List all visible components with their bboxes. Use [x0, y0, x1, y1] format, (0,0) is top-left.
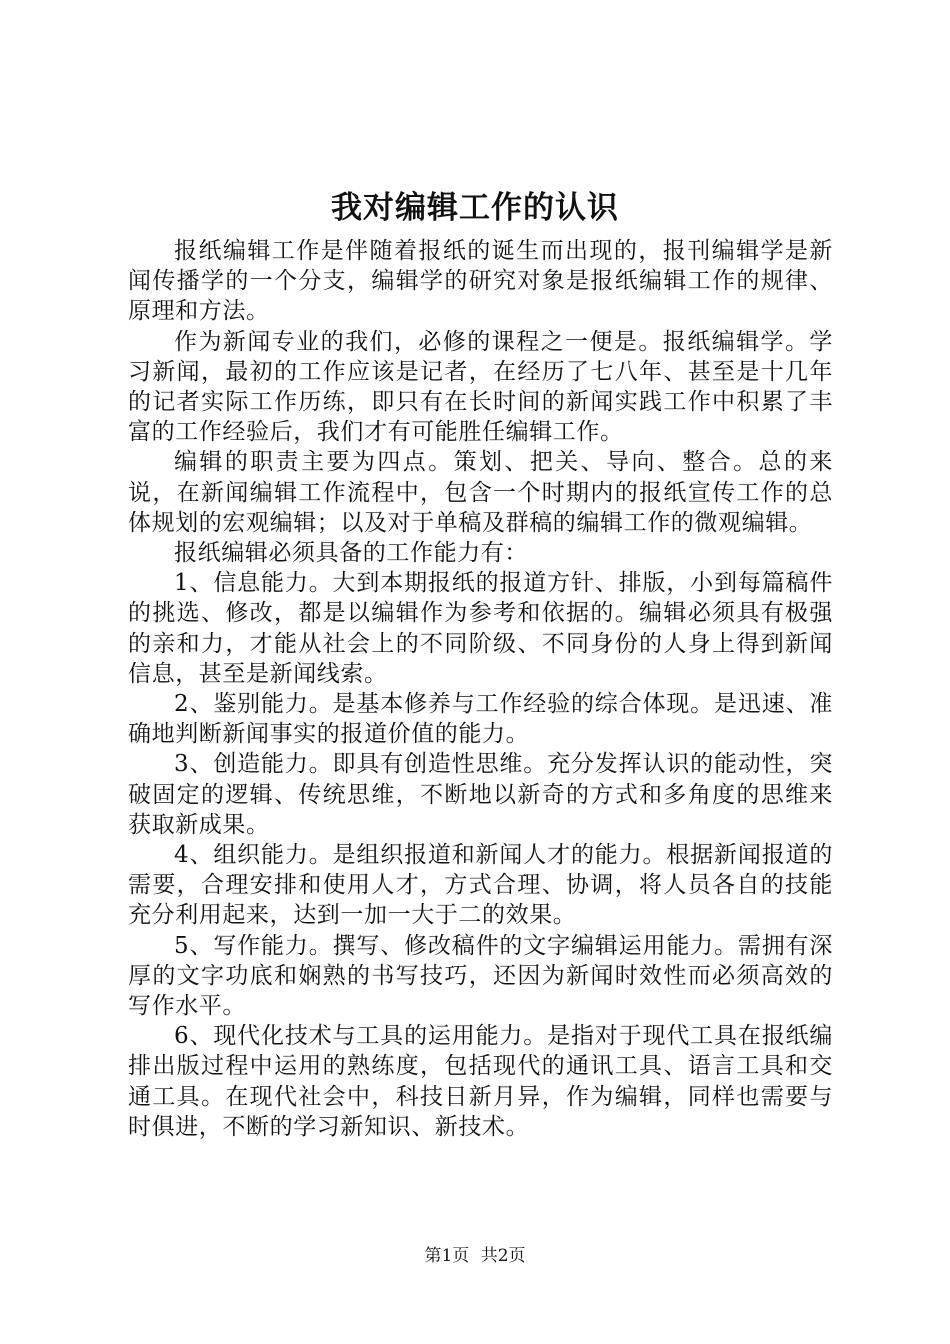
paragraph-intro: 报纸编辑工作是伴随着报纸的诞生而出现的，报刊编辑学是新闻传播学的一个分支，编辑学的研究对象是报纸编辑工作的规律、原理和方法。	[128, 238, 833, 325]
document-body	[128, 236, 833, 1142]
paragraph-ability-organization: 4、组织能力。是组织报道和新闻人才的能力。根据新闻报道的需要，合理安排和使用人才，方式合理、协调，将人员各自的技能充分利用起来，达到一加一大于二的效果。	[128, 842, 833, 929]
paragraph-ability-creativity: 3、创造能力。即具有创造性思维。充分发挥认识的能动性，突破固定的逻辑、传统思维，不断地以新奇的方式和多角度的思维来获取新成果。	[128, 751, 833, 838]
paragraph-abilities-heading: 报纸编辑必须具备的工作能力有：	[174, 540, 528, 567]
paragraph-ability-discernment: 2、鉴别能力。是基本修养与工作经验的综合体现。是迅速、准确地判断新闻事实的报道价值的能力。	[128, 691, 833, 748]
paragraph-ability-technology: 6、现代化技术与工具的运用能力。是指对于现代工具在报纸编排出版过程中运用的熟练度，包括现代的通讯工具、语言工具和交通工具。在现代社会中，科技日新月异，作为编辑，同样也需要与时俱进，不断的学习新知识、新技术。	[128, 1023, 833, 1140]
paragraph-course: 作为新闻专业的我们，必修的课程之一便是。报纸编辑学。学习新闻，最初的工作应该是记者，在经历了七八年、甚至是十几年的记者实际工作历练，即只有在长时间的新闻实践工作中积累了丰富的工作经验后，我们才有可能胜任编辑工作。	[128, 328, 833, 446]
paragraph-ability-information: 1、信息能力。大到本期报纸的报道方针、排版，小到每篇稿件的挑选、修改，都是以编辑作为参考和依据的。编辑必须具有极强的亲和力，才能从社会上的不同阶级、不同身份的人身上得到新闻信息，甚至是新闻线索。	[128, 570, 833, 687]
page-footer	[0, 1244, 950, 1268]
page-total: 共2页	[480, 1246, 526, 1266]
page-number: 第1页	[424, 1246, 470, 1266]
paragraph-duties: 编辑的职责主要为四点。策划、把关、导向、整合。总的来说，在新闻编辑工作流程中，包含一个时期内的报纸宣传工作的总体规划的宏观编辑；以及对于单稿及群稿的编辑工作的微观编辑。	[128, 449, 833, 536]
page-title: 我对编辑工作的认识	[331, 190, 619, 226]
paragraph-ability-writing: 5、写作能力。撰写、修改稿件的文字编辑运用能力。需拥有深厚的文字功底和娴熟的书写技巧，还因为新闻时效性而必须高效的写作水平。	[128, 932, 833, 1020]
